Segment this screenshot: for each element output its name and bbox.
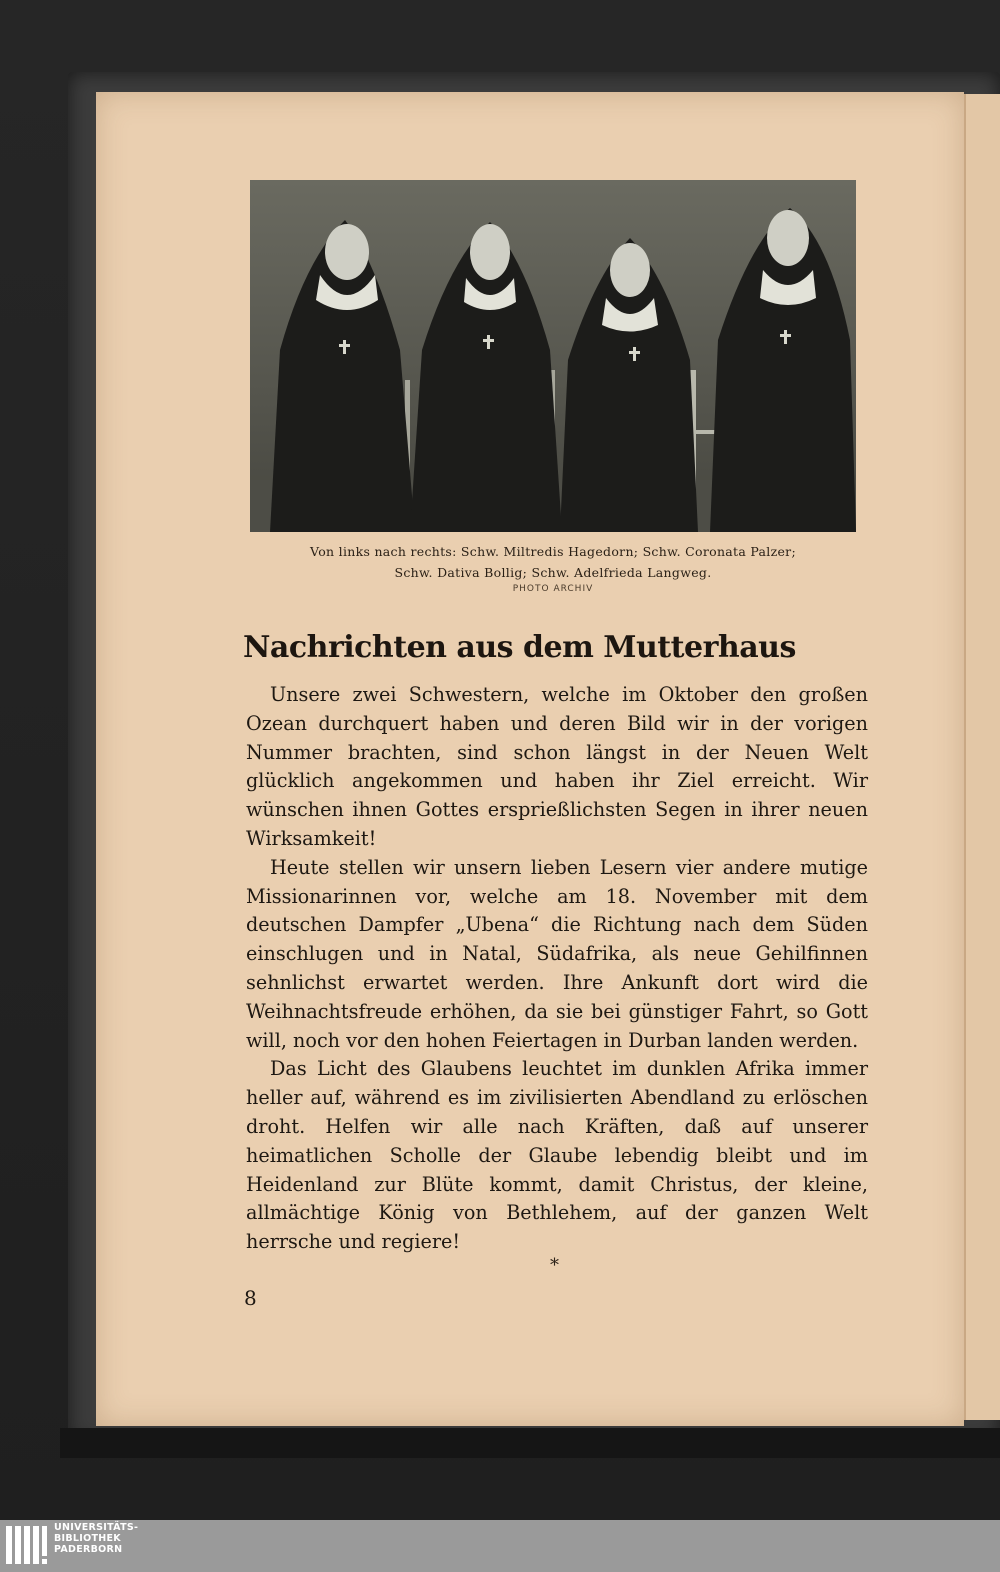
footer-bar: [0, 1520, 1000, 1572]
page-number: 8: [244, 1286, 257, 1310]
section-separator: *: [550, 1255, 559, 1276]
logo-line-1: UNIVERSITÄTS-: [54, 1522, 139, 1533]
paragraph-3: Das Licht des Glaubens leuchtet im dunklen Afrika immer heller auf, während es im zivilisierten Abendland zu erlöschen droht. Helfen wir alle nach Kräften, daß auf unserer heimatlichen Scholle der Glaube lebendig bleibt und im Heidenland zur Blüte kommt, damit Christus, der kleine, allmächtige König von Bethlehem, auf der ganzen Welt herrsche und regiere!: [246, 1057, 868, 1254]
caption-line-2: Schw. Dativa Bollig; Schw. Adelfrieda Langweg.: [394, 565, 712, 580]
photo-caption: [250, 541, 856, 583]
article-body: [246, 681, 868, 1257]
library-logo-icon: [4, 1522, 50, 1568]
article-heading: Nachrichten aus dem Mutterhaus: [243, 630, 796, 665]
library-logo-text: [54, 1522, 138, 1555]
logo-line-3: PADERBORN: [54, 1544, 123, 1555]
caption-line-1: Von links nach rechts: Schw. Miltredis Hagedorn; Schw. Coronata Palzer;: [310, 544, 796, 559]
nuns-photo-illustration: [250, 180, 856, 532]
nuns-photo: [250, 180, 856, 532]
cover-shadow: [60, 1428, 1000, 1458]
paragraph-2: Heute stellen wir unsern lieben Lesern vier andere mutige Missionarinnen vor, welche am 18. November mit dem deutschen Dampfer „Ubena“ die Richtung nach dem Süden einschlugen und in Natal, Südafrika, als neue Gehilfinnen sehnlichst erwartet werden. Ihre Ankunft dort wird die Weihnachtsfreude erhöhen, da sie bei günstiger Fahrt, so Gott will, noch vor den hohen Feiertagen in Durban landen werden.: [246, 855, 868, 1052]
logo-line-2: BIBLIOTHEK: [54, 1533, 121, 1544]
paragraph-1: Unsere zwei Schwestern, welche im Oktober den großen Ozean durchquert haben und deren Bild wir in der vorigen Nummer brachten, sind schon längst in der Neuen Welt glücklich angekommen und haben ihr Ziel erreicht. Wir wünschen ihnen Gottes ersprießlichsten Segen in ihrer neuen Wirksamkeit!: [246, 683, 868, 850]
next-page-edge: [964, 94, 1000, 1420]
photo-credit: PHOTO ARCHIV: [512, 584, 594, 594]
